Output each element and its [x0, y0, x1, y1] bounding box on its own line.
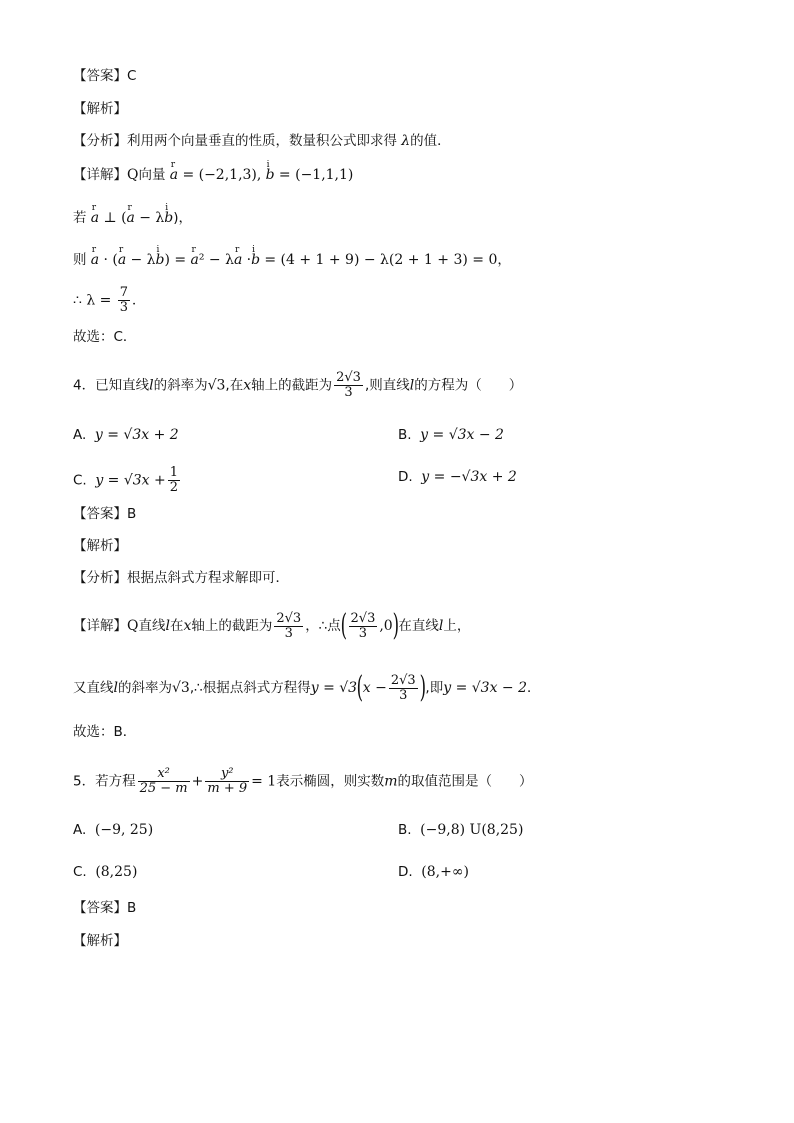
- cond-prefix: 若: [73, 210, 87, 226]
- q4-analysis-title: 【解析】: [73, 538, 127, 554]
- xj2-eq: y = √3: [310, 680, 358, 696]
- frac2-num: y²: [220, 766, 234, 781]
- var-l: l: [165, 618, 170, 634]
- option-label: B.: [398, 427, 412, 443]
- option-label: B.: [398, 822, 412, 838]
- fraction-numerator: 2√3: [276, 610, 302, 626]
- q4-stem-2: 的斜率为: [153, 377, 208, 394]
- fraction-denominator: 2: [169, 480, 179, 495]
- q5-option-a: [73, 820, 153, 840]
- vector-a: r a: [190, 250, 198, 270]
- plus-sign: +: [191, 773, 204, 790]
- left-paren: (: [356, 670, 364, 705]
- fraction-2sqrt3-3: [334, 371, 363, 400]
- q5-option-b: [398, 820, 523, 840]
- fraction-denominator: 3: [284, 625, 293, 641]
- fraction-denominator: 3: [119, 300, 128, 315]
- fraction-2sqrt3-3: [274, 612, 303, 641]
- frac2-den: m + 9: [207, 781, 248, 796]
- q4-stem-4: 轴上的截距为: [251, 377, 333, 394]
- option-value: (8,25): [95, 864, 138, 880]
- vector-b-value: = (−1,1,1): [278, 167, 354, 183]
- xiangjie-label: 【详解】: [73, 618, 127, 634]
- q4-stem-3: ,在: [225, 377, 244, 394]
- vector-a-value: = (−2,1,3),: [182, 167, 262, 183]
- option-label: D.: [398, 469, 413, 485]
- point-end: ,0: [379, 618, 393, 634]
- xiangjie-label: 【详解】: [73, 167, 127, 183]
- var-x: x: [183, 618, 192, 634]
- fraction-numerator: [205, 767, 249, 782]
- sqrt3: √3: [171, 680, 190, 696]
- q4-xiangjie-1: [73, 608, 471, 643]
- vector-a: r a: [91, 250, 99, 270]
- fraction-numerator: [138, 767, 190, 782]
- xj-text: ．: [527, 680, 541, 696]
- then-end: ，: [497, 252, 511, 268]
- vector-b: i b: [251, 250, 260, 270]
- option-value: (−9, 25): [94, 822, 154, 838]
- option-label: A.: [73, 822, 87, 838]
- q5-analysis-title: 【解析】: [73, 933, 127, 949]
- var-l: l: [113, 680, 118, 696]
- right-paren: ): [392, 608, 399, 643]
- fenxi-label: 【分析】: [73, 570, 127, 586]
- left-paren: (: [340, 608, 347, 643]
- cond-math2: − λ: [139, 210, 165, 226]
- q4-option-d: [398, 467, 517, 487]
- fraction-x2: [138, 767, 190, 796]
- fraction-2sqrt3-3: [389, 674, 418, 703]
- q4-xiangjie-2: [73, 670, 541, 705]
- fraction-7-3: [118, 286, 130, 315]
- q3-answer: 【答案】C: [73, 68, 137, 84]
- q3-condition: [73, 208, 192, 228]
- q3-therefore: [73, 286, 146, 315]
- q4-fenxi: [73, 568, 289, 588]
- var-m: m: [384, 773, 398, 790]
- q4-stem-1: 4．已知直线: [73, 377, 150, 394]
- xj-text: 上，: [443, 618, 471, 634]
- xiangjie-text: 向量: [138, 167, 166, 183]
- fraction-numerator: 7: [119, 285, 128, 300]
- cond-math: ⊥ (: [103, 210, 127, 226]
- option-value: y = −√3x + 2: [421, 469, 517, 485]
- fraction-y2: [205, 767, 249, 796]
- therefore-end: ．: [132, 292, 146, 309]
- fraction-numerator: 2√3: [350, 610, 376, 626]
- frac1-num: x²: [157, 766, 170, 781]
- vector-a: r a: [91, 208, 99, 228]
- frac1-den: 25 − m: [139, 781, 188, 796]
- q4-choose: 故选：B．: [73, 724, 137, 740]
- xj-text: 在: [169, 618, 184, 634]
- option-value: y = √3x +: [95, 472, 166, 489]
- q5-stem-1: 5．若方程: [73, 773, 136, 790]
- q4-option-c: [73, 466, 182, 495]
- option-value: (8,+∞): [421, 864, 469, 880]
- xj-text: 的斜率为: [117, 680, 172, 696]
- because-symbol: Q: [127, 167, 139, 183]
- var-x: x: [243, 377, 252, 394]
- fenxi-label: 【分析】: [73, 133, 127, 149]
- option-label: C.: [73, 472, 87, 489]
- equals-one: = 1: [251, 773, 277, 790]
- then-math2: − λ: [130, 252, 156, 268]
- vector-a: r a: [234, 250, 242, 270]
- var-l: l: [409, 377, 415, 394]
- var-l: l: [149, 377, 154, 394]
- then-math: · (: [103, 252, 118, 268]
- fraction-1-2: [168, 466, 180, 495]
- fraction-2sqrt3-3: [349, 612, 378, 641]
- xj-text: ,即: [425, 680, 444, 696]
- vector-b: i b: [164, 208, 173, 228]
- fraction-denominator: [205, 782, 249, 796]
- then-math6: = (4 + 1 + 9) − λ(2 + 1 + 3) = 0: [264, 252, 498, 268]
- q3-then: [73, 250, 511, 270]
- q3-choose: 故选：C．: [73, 329, 137, 345]
- fraction-denominator: [138, 782, 190, 796]
- option-value: y = √3x + 2: [94, 427, 179, 443]
- therefore-math: ∴ λ =: [73, 292, 112, 309]
- vector-a: r a: [118, 250, 126, 270]
- xj2-inner: x −: [362, 680, 387, 696]
- option-label: D.: [398, 864, 413, 880]
- then-math4: ² − λ: [198, 252, 234, 268]
- q5-answer: 【答案】B: [73, 900, 137, 916]
- xj-text: 在直线: [398, 618, 439, 634]
- q4-answer: 【答案】B: [73, 506, 137, 522]
- fenxi-text: 利用两个向量垂直的性质，数量积公式即求得: [127, 133, 397, 149]
- q5-option-c: [73, 862, 137, 882]
- vector-a: r a: [170, 165, 178, 185]
- right-paren: ): [419, 670, 426, 705]
- q4-option-a: [73, 425, 179, 445]
- then-math5: ·: [246, 252, 252, 268]
- q4-option-b: [398, 425, 504, 445]
- q5-stem-2: 表示椭圆，则实数: [276, 773, 385, 790]
- q3-analysis-title: 【解析】: [73, 101, 127, 117]
- fraction-denominator: 3: [358, 625, 368, 641]
- fraction-numerator: 1: [169, 465, 179, 480]
- q5-stem: [73, 767, 533, 796]
- option-label: A.: [73, 427, 87, 443]
- xj-text: 又直线: [73, 680, 114, 696]
- q3-fenxi: [73, 131, 451, 151]
- option-value: y = √3x − 2: [420, 427, 504, 443]
- fraction-numerator: 2√3: [390, 672, 416, 688]
- vector-b: i b: [266, 165, 275, 185]
- fenxi-text: 根据点斜式方程求解即可．: [127, 570, 289, 586]
- option-label: C.: [73, 864, 87, 880]
- cond-end: )，: [173, 210, 192, 226]
- xj-text: ,∴根据点斜式方程得: [189, 680, 311, 696]
- option-value: (−9,8) U(8,25): [420, 822, 524, 838]
- fraction-numerator: 2√3: [336, 370, 361, 385]
- xj-text: ，∴点: [305, 618, 341, 634]
- xj2-result: y = √3x − 2: [443, 680, 528, 696]
- then-prefix: 则: [73, 252, 87, 268]
- q4-stem-6: 的方程为（ ）: [414, 377, 523, 394]
- sqrt3: √3: [207, 377, 226, 394]
- vector-a: r a: [127, 208, 135, 228]
- var-l: l: [438, 618, 444, 634]
- fenxi-end: 的值．: [410, 133, 451, 149]
- q4-stem-5: ,则直线: [364, 377, 410, 394]
- q3-xiangjie: [73, 165, 353, 185]
- because-symbol: Q: [127, 618, 139, 634]
- vector-b: i b: [156, 250, 165, 270]
- q5-stem-3: 的取值范围是（ ）: [397, 773, 533, 790]
- q5-option-d: [398, 862, 469, 882]
- xj-text: 直线: [138, 618, 166, 634]
- xj-text: 轴上的截距为: [191, 618, 273, 634]
- fraction-denominator: 3: [344, 385, 353, 400]
- q4-stem: [73, 371, 522, 400]
- fraction-denominator: 3: [399, 687, 408, 703]
- then-math3: ) =: [164, 252, 187, 268]
- lambda-symbol: λ: [401, 133, 411, 149]
